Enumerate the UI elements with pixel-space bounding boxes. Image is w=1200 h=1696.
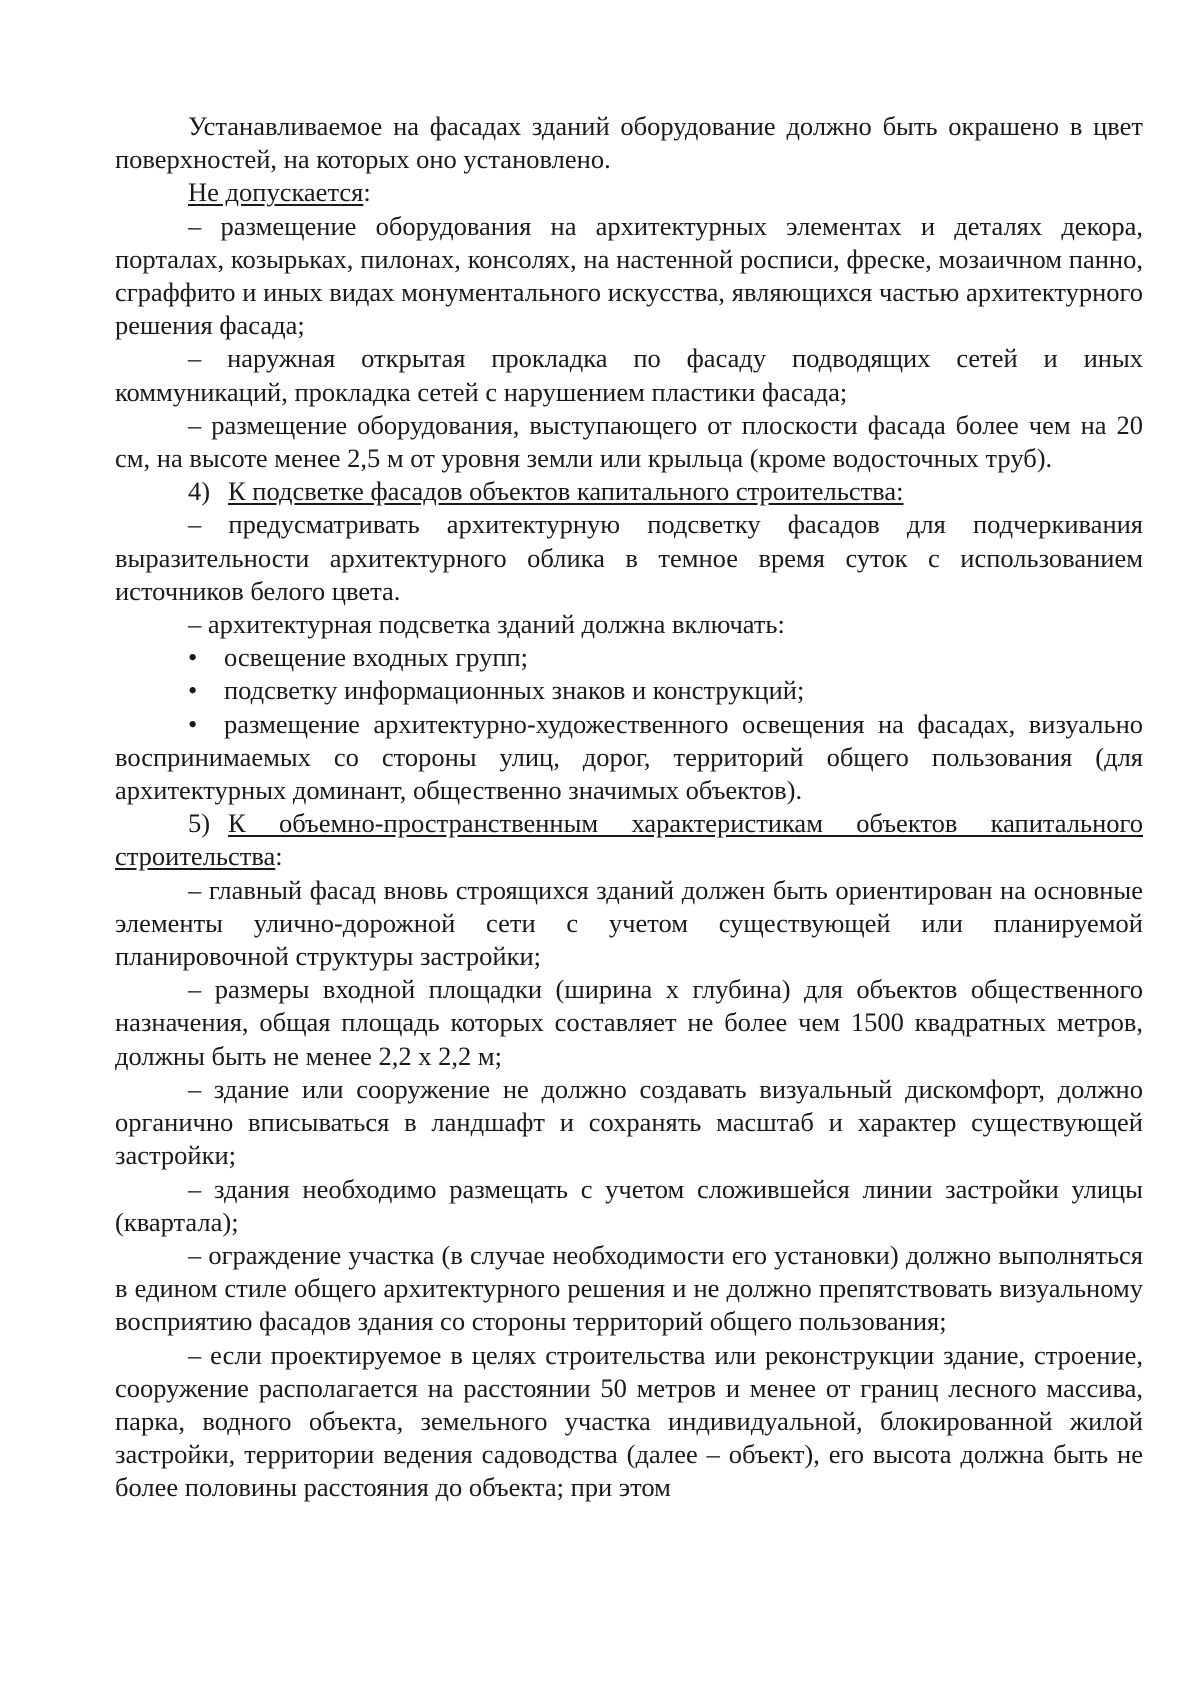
paragraph-equipment-placement: – размещение оборудования на архитектурных элементах и деталях декора, порталах, козырьках, пилонах, консолях, на настенной росписи, фреске, мозаичном панно, сграффито и иных видах монументального искусства, являющихся частью архитектурного решения фасада; (115, 210, 1143, 341)
section-4-number: 4) (188, 476, 211, 507)
section-5-heading (115, 807, 1143, 873)
section-5-number: 5) (188, 808, 211, 839)
section-5-title: К объемно-пространственным характеристикам объектов капитального строительства (115, 808, 1143, 872)
list-item-entrance-lighting (115, 641, 1143, 674)
paragraph-height-limit: – если проектируемое в целях строительства или реконструкции здание, строение, сооружение располагается на расстоянии 50 метров и менее от границ лесного массива, парка, водного объекта, земельного участка индивидуальной, блокированной жилой застройки, территории ведения садоводства (далее – объект), его высота должна быть не более половины расстояния до объекта; при этом (115, 1339, 1143, 1503)
document-body (115, 110, 1143, 1505)
bullet-icon: • (188, 642, 198, 673)
paragraph-architectural-lighting: – предусматривать архитектурную подсветку фасадов для подчеркивания выразительности архитектурного облика в темное время суток с использованием источников белого цвета. (115, 509, 1143, 606)
list-item-sign-lighting (115, 674, 1143, 707)
list-item-text: освещение входных групп; (224, 642, 529, 673)
paragraph-entrance-platform-size: – размеры входной площадки (ширина х глубина) для объектов общественного назначения, общая площадь которых составляет не более чем 1500 квадратных метров, должны быть не менее 2,2 х 2,2 м; (115, 974, 1143, 1071)
paragraph-visual-discomfort: – здание или сооружение не должно создавать визуальный дискомфорт, должно органично вписываться в ландшафт и сохранять масштаб и характер существующей застройки; (115, 1073, 1143, 1171)
bullet-icon: • (188, 675, 198, 706)
list-item-text: размещение архитектурно-художественного освещения на фасадах, визуально воспринимаемых со стороны улиц, дорог, территорий общего пользования (для архитектурных доминант, общественно значимых объектов). (115, 708, 1143, 806)
paragraph-fence-style: – ограждение участка (в случае необходимости его установки) должно выполняться в едином стиле общего архитектурного решения и не должно препятствовать визуальному восприятию фасадов здания со стороны территорий общего пользования; (115, 1239, 1143, 1337)
paragraph-building-line: – здания необходимо размещать с учетом сложившейся линии застройки улицы (квартала); (115, 1173, 1143, 1237)
list-item-artistic-lighting (115, 708, 1143, 808)
section-4-title: К подсветке фасадов объектов капитального строительства: (228, 476, 904, 507)
section-5-colon: : (275, 841, 283, 872)
paragraph-protruding-equipment: – размещение оборудования, выступающего от плоскости фасада более чем на 20 см, на высоте менее 2,5 м от уровня земли или крыльца (кроме водосточных труб). (115, 409, 1143, 474)
not-allowed-colon: : (363, 177, 371, 208)
paragraph-not-allowed-heading (115, 176, 1143, 209)
paragraph-lighting-includes: – архитектурная подсветка зданий должна включать: (188, 609, 785, 640)
list-item-text: подсветку информационных знаков и конструкций; (224, 675, 805, 706)
paragraph-facade-equipment-color: Устанавливаемое на фасадах зданий оборудование должно быть окрашено в цвет поверхностей, на которых оно установлено. (115, 111, 1143, 175)
paragraph-main-facade-orientation: – главный фасад вновь строящихся зданий должен быть ориентирован на основные элементы улично-дорожной сети с учетом существующей или планируемой планировочной структуры застройки; (115, 874, 1143, 972)
section-4-heading (115, 475, 1143, 508)
bullet-icon: • (188, 708, 198, 739)
not-allowed-label: Не допускается (188, 177, 364, 208)
paragraph-open-cabling: – наружная открытая прокладка по фасаду подводящих сетей и иных коммуникаций, прокладка сетей с нарушением пластики фасада; (115, 343, 1143, 407)
